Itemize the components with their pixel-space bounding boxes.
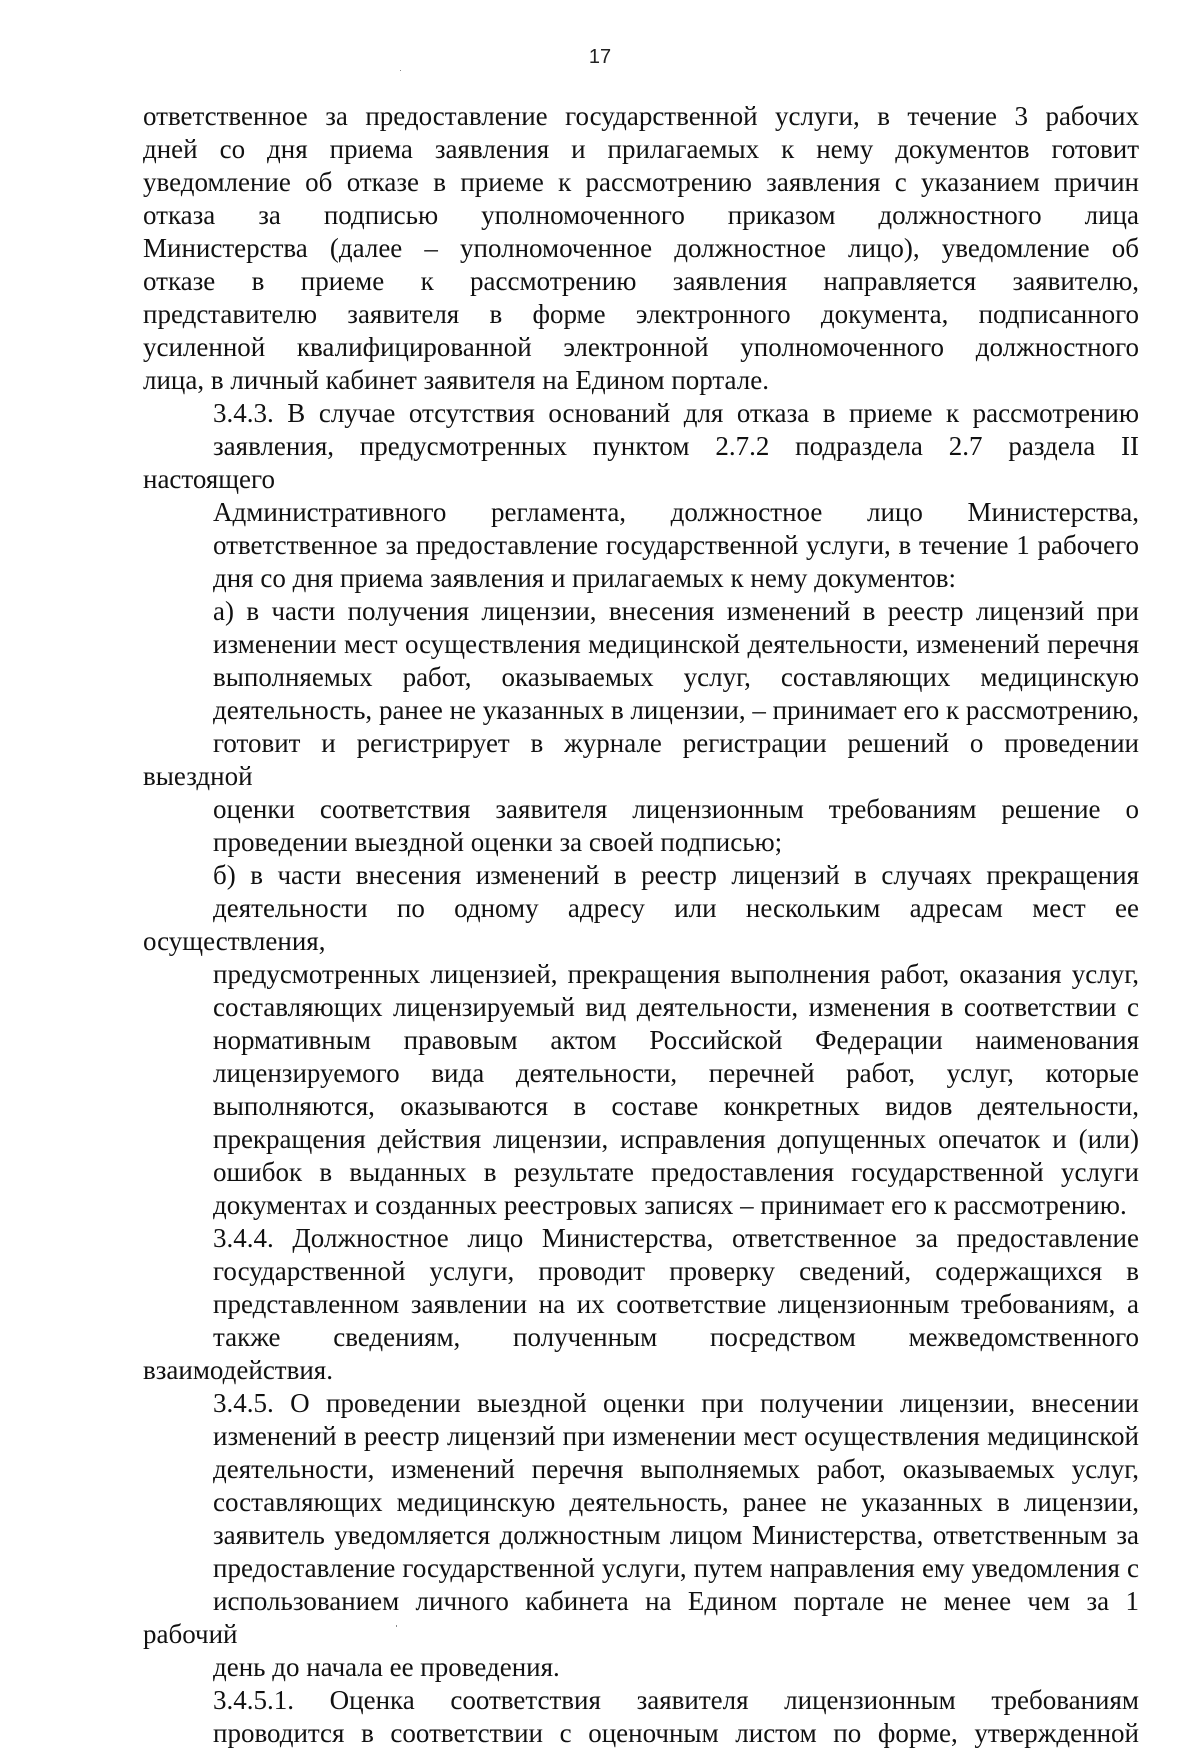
text-line: государственной услуги, проводит проверку сведений, содержащихся в (213, 1256, 1139, 1286)
text-line: использованием личного кабинета на Едином портале не менее чем за 1 рабочий (143, 1586, 1139, 1649)
text-line: изменении мест осуществления медицинской деятельности, изменений перечня (213, 629, 1139, 659)
text-line: отказа за подписью уполномоченного приказом должностного лица (143, 200, 1139, 230)
text-line: ответственное за предоставление государственной услуги, в течение 1 рабочего (213, 530, 1139, 560)
text-line: выполняются, оказываются в составе конкретных видов деятельности, (213, 1091, 1139, 1121)
text-line: 3.4.3. В случае отсутствия оснований для отказа в приеме к рассмотрению (213, 398, 1139, 428)
text-line: деятельность, ранее не указанных в лицензии, – принимает его к рассмотрению, (213, 695, 1139, 725)
text-line: ошибок в выданных в результате предоставления государственной услуги (213, 1157, 1139, 1187)
text-line: усиленной квалифицированной электронной уполномоченного должностного (143, 332, 1139, 362)
text-line: составляющих лицензируемый вид деятельности, изменения в соответствии с (213, 992, 1139, 1022)
text-line: представленном заявлении на их соответствие лицензионным требованиям, а (213, 1289, 1139, 1319)
text-line: документах и созданных реестровых записях – принимает его к рассмотрению. (213, 1190, 1127, 1220)
text-line: проведении выездной оценки за своей подписью; (213, 827, 783, 857)
text-line: Министерства (далее – уполномоченное должностное лицо), уведомление об (143, 233, 1139, 263)
text-line: отказе в приеме к рассмотрению заявления направляется заявителю, (143, 266, 1139, 296)
text-line: 3.4.4. Должностное лицо Министерства, ответственное за предоставление (213, 1223, 1139, 1253)
text-line: Административного регламента, должностное лицо Министерства, (213, 497, 1139, 527)
paragraph-item-b (143, 859, 1139, 1222)
text-line: лицензируемого вида деятельности, перечней работ, услуг, которые (213, 1058, 1139, 1088)
scan-speck (400, 70, 401, 71)
text-line: деятельности по одному адресу или нескольким адресам мест ее осуществления, (143, 893, 1139, 956)
text-line: оценки соответствия заявителя лицензионным требованиям решение о (213, 794, 1139, 824)
text-line: изменений в реестр лицензий при изменении мест осуществления медицинской (213, 1421, 1139, 1451)
text-line: заявления, предусмотренных пунктом 2.7.2 подраздела 2.7 раздела II настоящего (143, 431, 1139, 494)
text-line: нормативным правовым актом Российской Федерации наименования (213, 1025, 1139, 1055)
text-line: выполняемых работ, оказываемых услуг, составляющих медицинскую (213, 662, 1139, 692)
paragraph-3-4-3 (143, 397, 1139, 595)
text-line: 3.4.5. О проведении выездной оценки при получении лицензии, внесении (213, 1388, 1139, 1418)
text-line: дня со дня приема заявления и прилагаемых к нему документов: (213, 563, 956, 593)
text-line: день до начала ее проведения. (213, 1652, 560, 1682)
text-line: деятельности, изменений перечня выполняемых работ, оказываемых услуг, (213, 1454, 1139, 1484)
text-line: предоставление государственной услуги, путем направления ему уведомления с (213, 1553, 1139, 1583)
text-line: а) в части получения лицензии, внесения изменений в реестр лицензий при (213, 596, 1139, 626)
text-line: лица, в личный кабинет заявителя на Едином портале. (143, 365, 769, 395)
page-number: 17 (588, 46, 612, 68)
text-line: предусмотренных лицензией, прекращения выполнения работ, оказания услуг, (213, 959, 1139, 989)
text-line: б) в части внесения изменений в реестр лицензий в случаях прекращения (213, 860, 1139, 890)
text-line: 3.4.5.1. Оценка соответствия заявителя лицензионным требованиям (213, 1685, 1139, 1715)
text-line: также сведениям, полученным посредством межведомственного взаимодействия. (143, 1322, 1139, 1385)
text-line: уведомление об отказе в приеме к рассмотрению заявления с указанием причин (143, 167, 1139, 197)
paragraph-rejection-notice (143, 100, 1139, 397)
text-line: прекращения действия лицензии, исправления допущенных опечаток и (или) (213, 1124, 1139, 1154)
text-line: дней со дня приема заявления и прилагаемых к нему документов готовит (143, 134, 1139, 164)
paragraph-3-4-5 (143, 1387, 1139, 1684)
paragraph-3-4-4 (143, 1222, 1139, 1387)
paragraph-item-a (143, 595, 1139, 859)
text-line: проводится в соответствии с оценочным листом по форме, утвержденной (213, 1718, 1139, 1748)
paragraph-3-4-5-1 (143, 1684, 1139, 1750)
text-line: ответственное за предоставление государственной услуги, в течение 3 рабочих (143, 101, 1139, 131)
text-line: составляющих медицинскую деятельность, ранее не указанных в лицензии, (213, 1487, 1139, 1517)
text-line: заявитель уведомляется должностным лицом Министерства, ответственным за (213, 1520, 1139, 1550)
text-line: представителю заявителя в форме электронного документа, подписанного (143, 299, 1139, 329)
scan-speck (396, 1625, 397, 1627)
text-line: готовит и регистрирует в журнале регистрации решений о проведении выездной (143, 728, 1139, 791)
document-body (143, 100, 1139, 1750)
